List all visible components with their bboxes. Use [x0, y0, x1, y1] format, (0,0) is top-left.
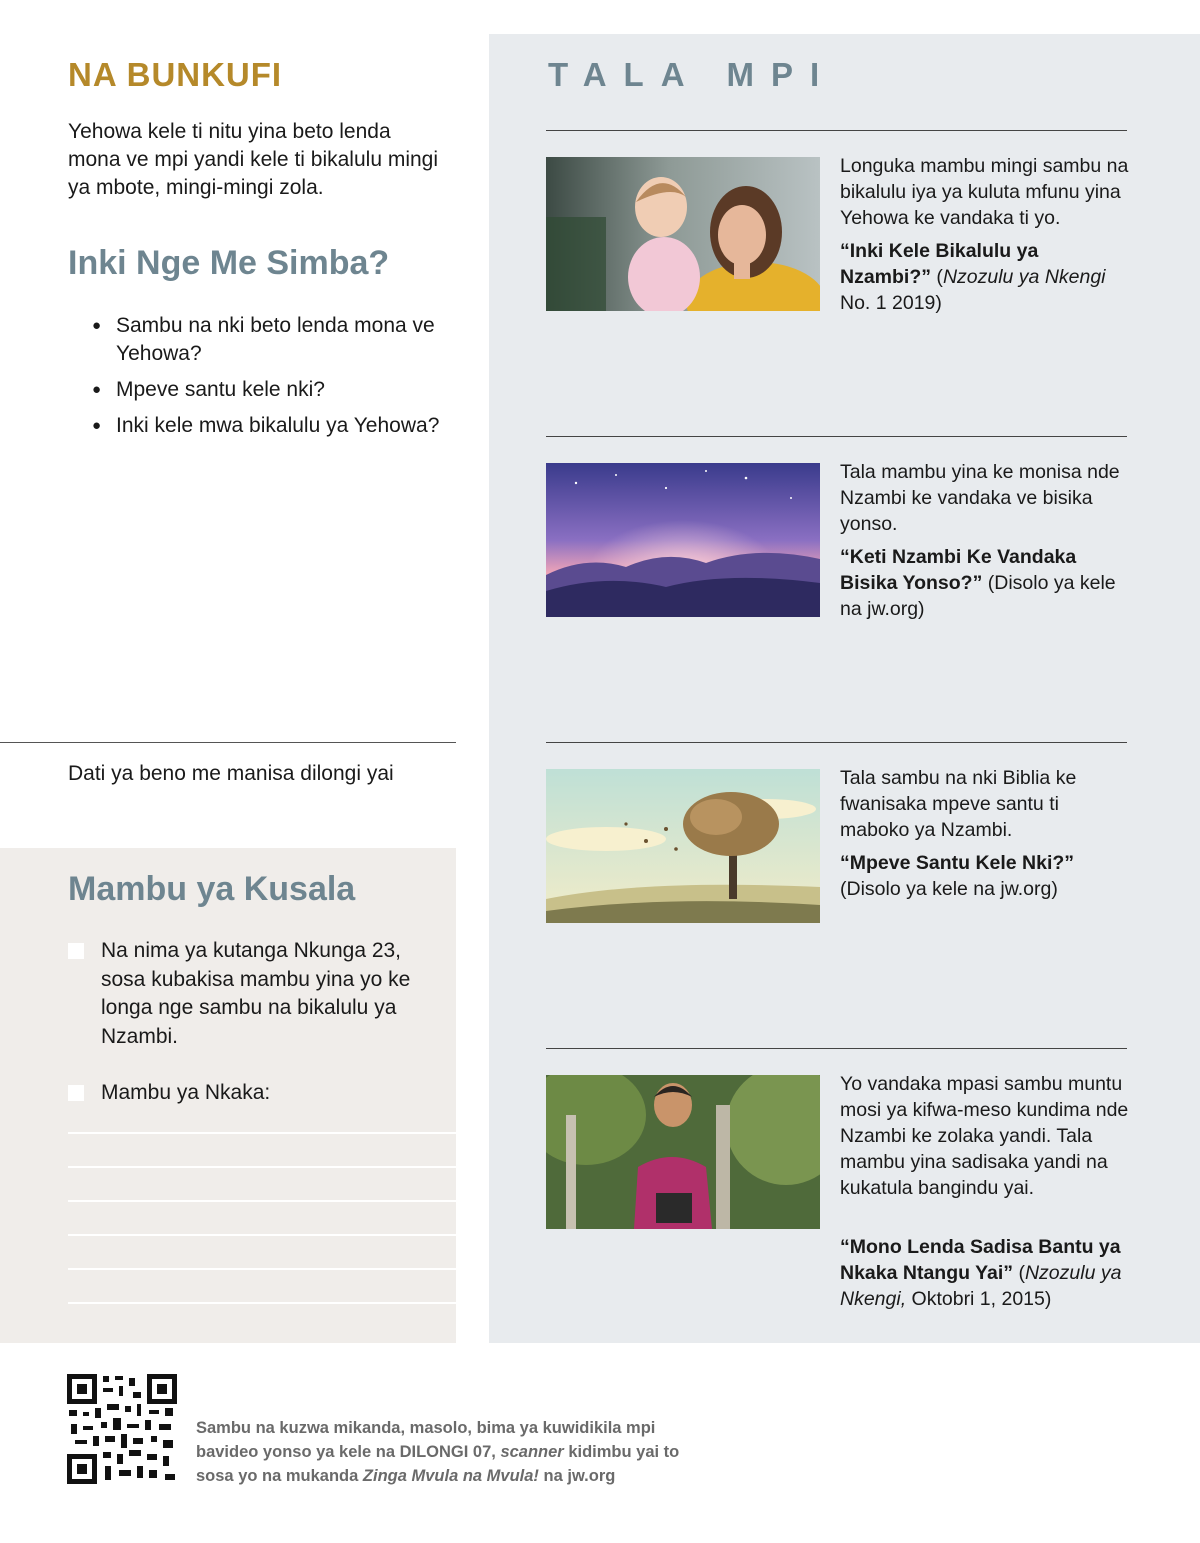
item-source-open: (: [1013, 1262, 1025, 1284]
task-item: [68, 1079, 438, 1108]
writing-line[interactable]: [68, 1302, 456, 1304]
young-man-photo[interactable]: [546, 1075, 820, 1229]
item-source-publication: Nzozulu ya Nkengi,: [840, 1262, 1122, 1310]
item-source-detail: (Disolo ya kele na jw.org): [840, 572, 1116, 620]
item-link[interactable]: “Mono Lenda Sadisa Bantu ya Nkaka Ntangu Yai”: [840, 1236, 1121, 1284]
footer-note: [196, 1416, 716, 1488]
date-line: [0, 742, 456, 743]
see-also-title: TALA MPI: [548, 56, 837, 93]
questions-heading: Inki Nge Me Simba?: [68, 244, 390, 282]
questions-list: [92, 312, 442, 448]
item-source[interactable]: [840, 238, 1130, 316]
item-source-open: (: [931, 266, 943, 288]
divider: [546, 1048, 1127, 1049]
item-description: Tala sambu na nki Biblia ke fwanisaka mpeve santu ti maboko ya Nzambi.: [840, 767, 1077, 841]
item-link[interactable]: “Keti Nzambi Ke Vandaka Bisika Yonso?”: [840, 546, 1077, 594]
writing-line[interactable]: [68, 1166, 456, 1168]
item-link[interactable]: “Inki Kele Bikalulu ya Nzambi?”: [840, 240, 1039, 288]
qr-code[interactable]: [67, 1374, 177, 1484]
footer-text: Sambu na kuzwa mikanda, masolo, bima ya kuwidikila mpi bavideo yonso ya kele na DILONGI 07,: [196, 1419, 656, 1461]
tasks-heading: Mambu ya Kusala: [68, 870, 356, 908]
section-title: NA BUNKUFI: [68, 56, 283, 93]
item-description: Longuka mambu mingi sambu na bikalulu iya ya kuluta mfunu yina Yehowa ke vandaka ti yo.: [840, 155, 1129, 229]
item-link[interactable]: “Mpeve Santu Kele Nki?”: [840, 852, 1075, 874]
intro-paragraph: Yehowa kele ti nitu yina beto lenda mona ve mpi yandi kele ti bikalulu mingi ya mbote, mingi-mingi zola.: [68, 120, 439, 199]
question-item: ● Mpeve santu kele nki?: [92, 376, 442, 404]
task-text: Na nima ya kutanga Nkunga 23, sosa kubakisa mambu yina yo ke longa nge sambu na bikalulu ya Nzambi.: [101, 939, 411, 1048]
checkbox[interactable]: [68, 943, 84, 959]
starry-sky-photo[interactable]: [546, 463, 820, 617]
item-source-detail: No. 1 2019): [840, 292, 942, 314]
task-item: [68, 937, 438, 1051]
footer-text: kidimbu yai to sosa yo na mukanda: [196, 1443, 680, 1485]
mother-child-photo[interactable]: [546, 157, 820, 311]
divider: [546, 436, 1127, 437]
footer-text-italic: scanner: [500, 1443, 564, 1461]
item-source-publication: Nzozulu ya Nkengi: [942, 266, 1106, 288]
date-label: Dati ya beno me manisa dilongi yai: [68, 762, 394, 785]
writing-line[interactable]: [68, 1268, 456, 1270]
item-source[interactable]: [840, 544, 1130, 622]
item-source-detail: (Disolo ya kele na jw.org): [840, 878, 1058, 900]
writing-line[interactable]: [68, 1132, 456, 1134]
question-item: ● Inki kele mwa bikalulu ya Yehowa?: [92, 412, 442, 440]
checkbox[interactable]: [68, 1085, 84, 1101]
footer-text-italic: Zinga Mvula na Mvula!: [362, 1467, 539, 1485]
item-source[interactable]: [840, 850, 1130, 902]
question-item: ● Sambu na nki beto lenda mona ve Yehowa?: [92, 312, 442, 368]
footer-text: na jw.org: [538, 1467, 616, 1485]
writing-line[interactable]: [68, 1200, 456, 1202]
item-description: Yo vandaka mpasi sambu muntu mosi ya kifwa-meso kundima nde Nzambi ke zolaka yandi. Tala mambu yina sadisaka yandi na kukatula bangindu yai.: [840, 1073, 1129, 1199]
divider: [546, 130, 1127, 131]
tree-wind-illustration[interactable]: [546, 769, 820, 923]
divider: [546, 742, 1127, 743]
item-source[interactable]: [840, 1234, 1130, 1312]
task-text: Mambu ya Nkaka:: [101, 1081, 271, 1104]
item-source-detail: Oktobri 1, 2015): [906, 1288, 1052, 1310]
writing-line[interactable]: [68, 1234, 456, 1236]
item-description: Tala mambu yina ke monisa nde Nzambi ke vandaka ve bisika yonso.: [840, 461, 1120, 535]
